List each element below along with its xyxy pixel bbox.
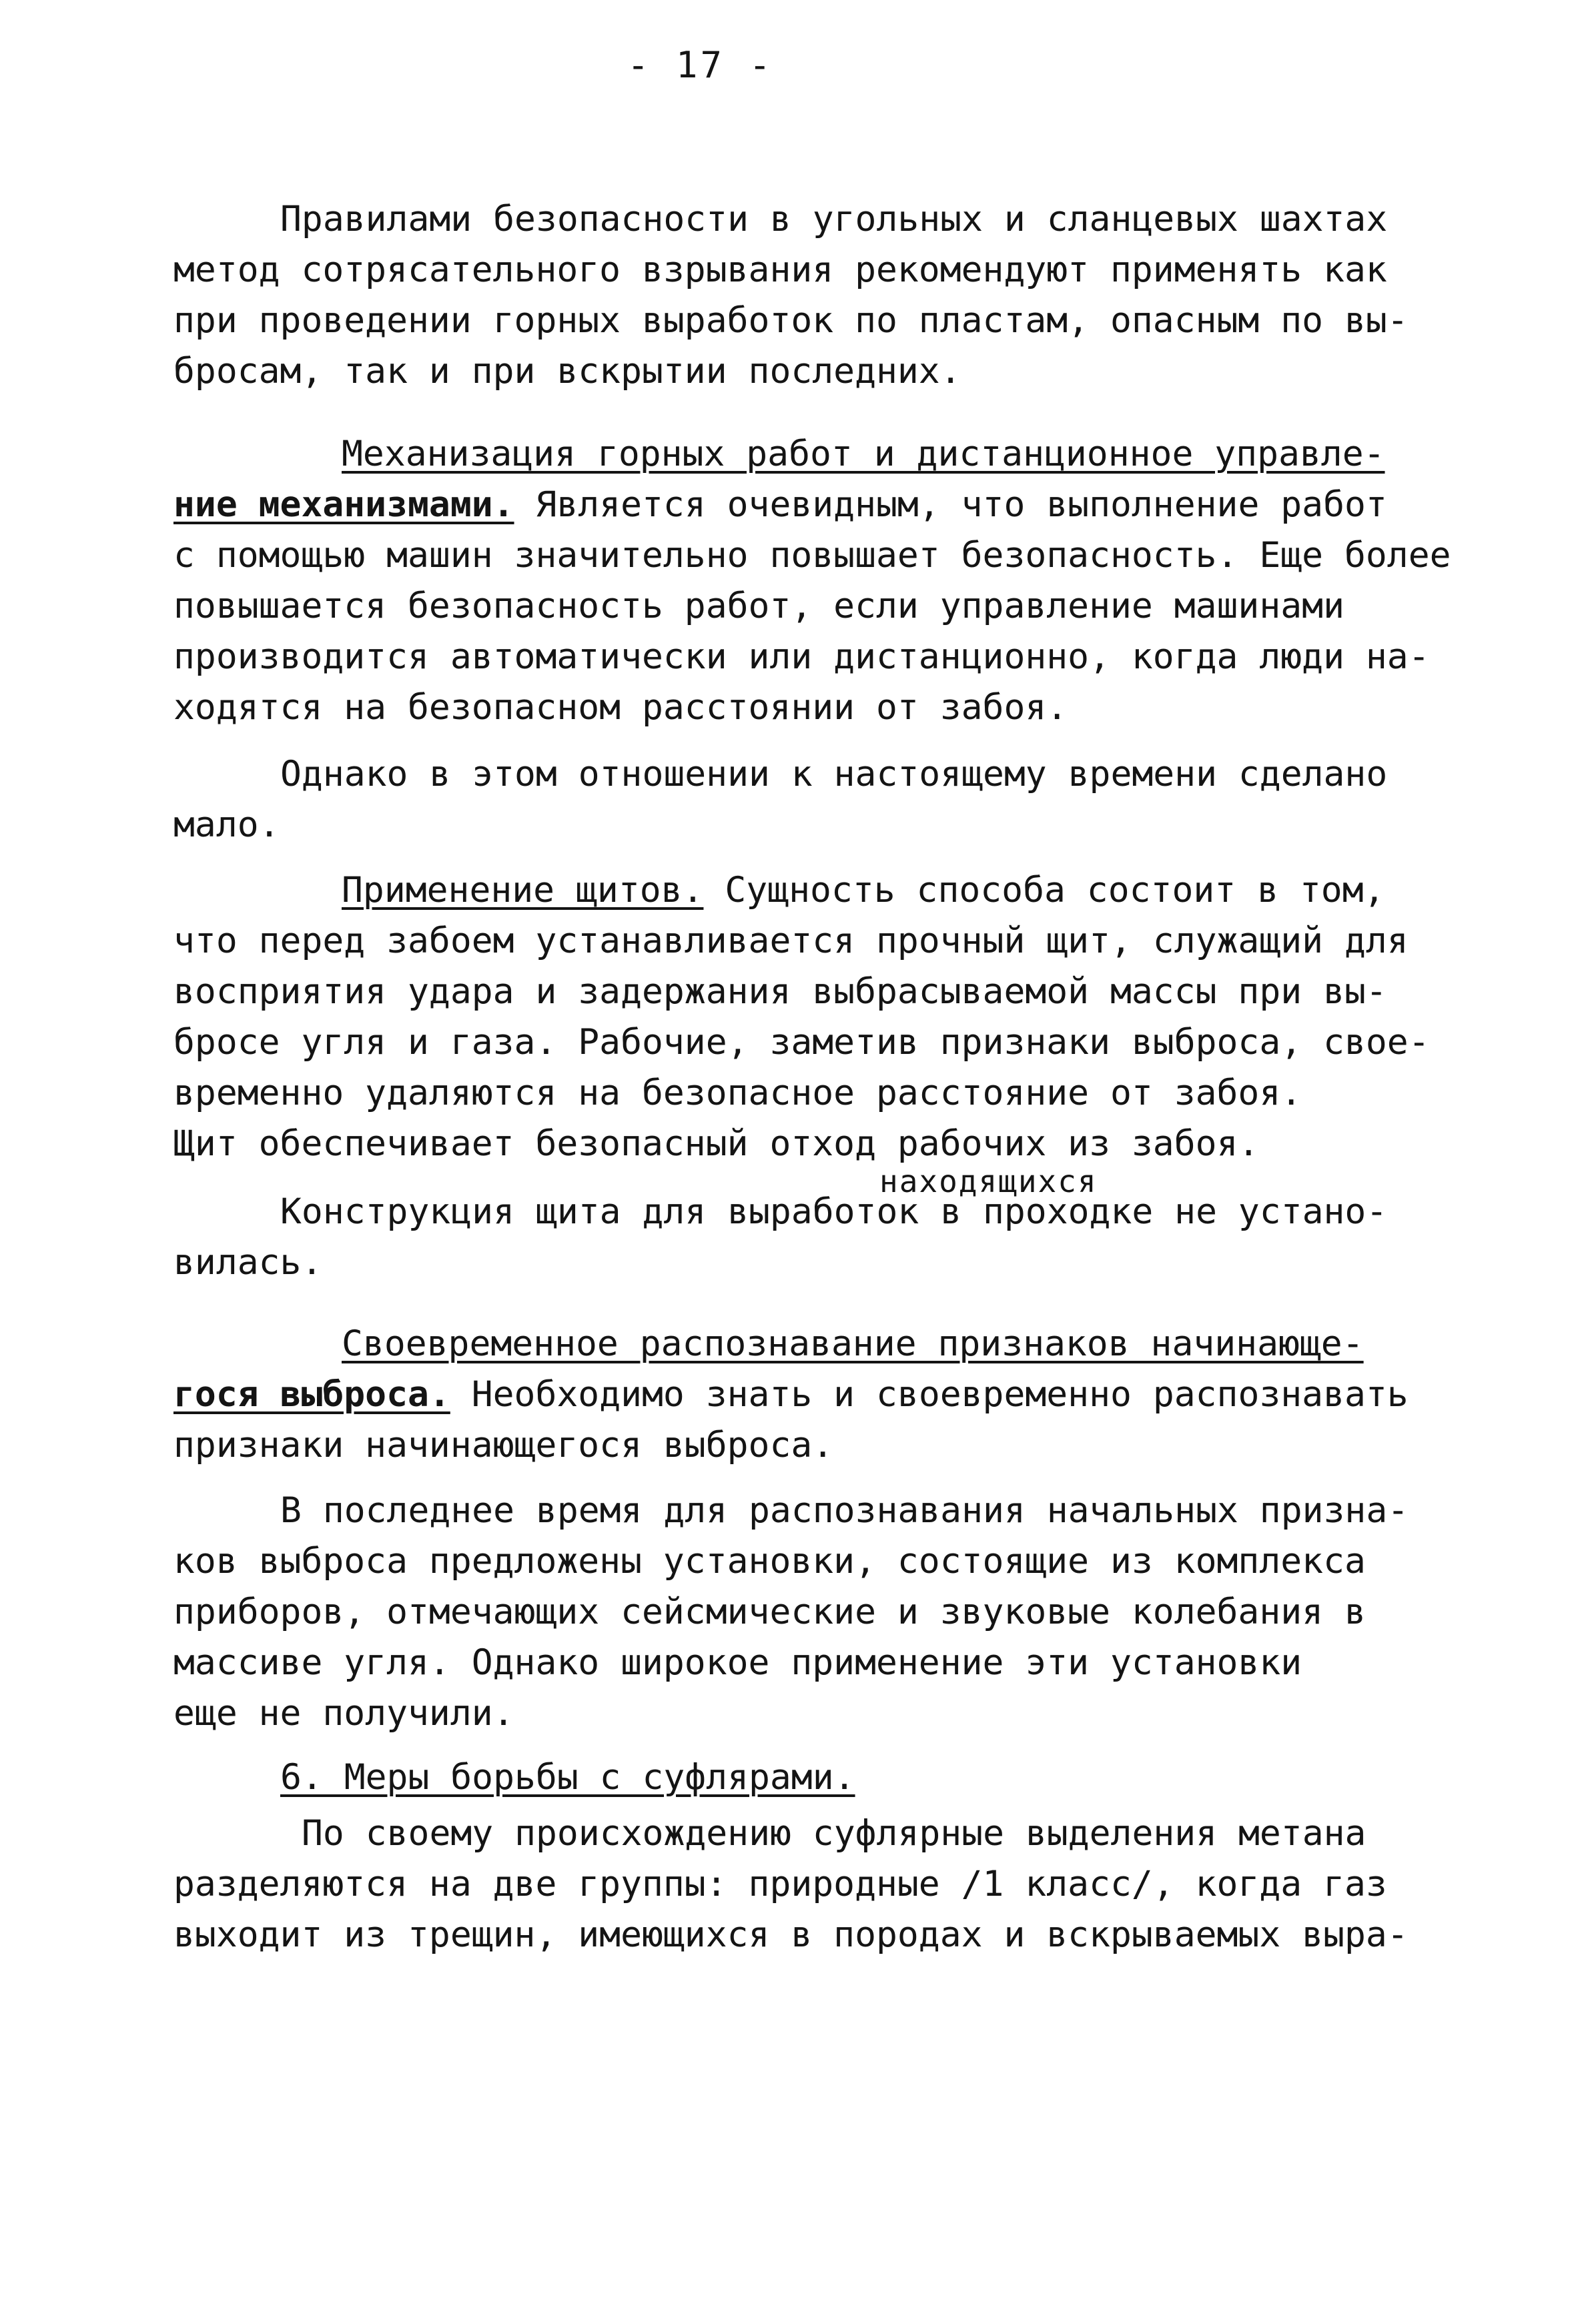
text-line	[342, 870, 1385, 911]
text-line: восприятия удара и задержания выбрасываемой массы при вы-	[173, 971, 1387, 1012]
text-line: при проведении горных выработок по пластам, опасным по вы-	[173, 300, 1409, 341]
section-heading-continuation: ние механизмами.	[173, 484, 514, 525]
text-line: повышается безопасность работ, если управление машинами	[173, 586, 1344, 626]
text-line: метод сотрясательного взрывания рекомендуют применять как	[173, 249, 1387, 290]
text-line: вилась.	[173, 1242, 323, 1283]
text-line: ходятся на безопасном расстоянии от забоя.	[173, 687, 1068, 728]
text-line: В последнее время для распознавания начальных призна-	[280, 1490, 1409, 1531]
text-line: Однако в этом отношении к настоящему времени сделано	[280, 754, 1388, 794]
text-fragment: Необходимо знать и своевременно распознавать	[450, 1374, 1409, 1415]
section-heading: Своевременное распознавание признаков начинающе-	[342, 1323, 1364, 1364]
text-line: признаки начинающегося выброса.	[173, 1425, 834, 1466]
text-line: временно удаляются на безопасное расстояние от забоя.	[173, 1073, 1302, 1113]
text-line: приборов, отмечающих сейсмические и звуковые колебания в	[173, 1592, 1366, 1632]
text-line	[173, 1374, 1409, 1415]
section-heading: Механизация горных работ и дистанционное управле-	[342, 434, 1385, 474]
text-line: Правилами безопасности в угольных и сланцевых шахтах	[280, 199, 1388, 239]
section-heading: Применение щитов.	[342, 870, 704, 911]
text-line: разделяются на две группы: природные /1 класс/, когда газ	[173, 1864, 1387, 1904]
text-line	[173, 484, 1387, 525]
text-line: выходит из трещин, имеющихся в породах и вскрываемых выра-	[173, 1914, 1409, 1955]
text-line: ков выброса предложены установки, состоящие из комплекса	[173, 1541, 1366, 1582]
text-fragment: Сущность способа состоит в том,	[703, 870, 1385, 911]
section-heading: 6. Меры борьбы с суфлярами.	[280, 1757, 855, 1798]
text-fragment: Является очевидным, что выполнение работ	[514, 484, 1387, 525]
text-line: По своему происхождению суфлярные выделения метана	[302, 1813, 1366, 1854]
text-line: с помощью машин значительно повышает безопасность. Еще более	[173, 535, 1451, 576]
text-line: производится автоматически или дистанционно, когда люди на-	[173, 636, 1430, 677]
page-number: - 17 -	[627, 44, 774, 86]
inserted-word: находящихся	[879, 1163, 1098, 1199]
text-line: Конструкция щита для выработок в проходке не устано-	[280, 1191, 1388, 1232]
text-line: что перед забоем устанавливается прочный щит, служащий для	[173, 921, 1409, 961]
section-heading-continuation: гося выброса.	[173, 1374, 450, 1415]
text-line: еще не получили.	[173, 1693, 514, 1734]
text-line: массиве угля. Однако широкое применение эти установки	[173, 1642, 1302, 1683]
text-line: бросе угля и газа. Рабочие, заметив признаки выброса, свое-	[173, 1022, 1430, 1063]
text-line: Щит обеспечивает безопасный отход рабочих из забоя.	[173, 1123, 1260, 1164]
text-line: бросам, так и при вскрытии последних.	[173, 351, 961, 392]
text-line: мало.	[173, 804, 280, 845]
